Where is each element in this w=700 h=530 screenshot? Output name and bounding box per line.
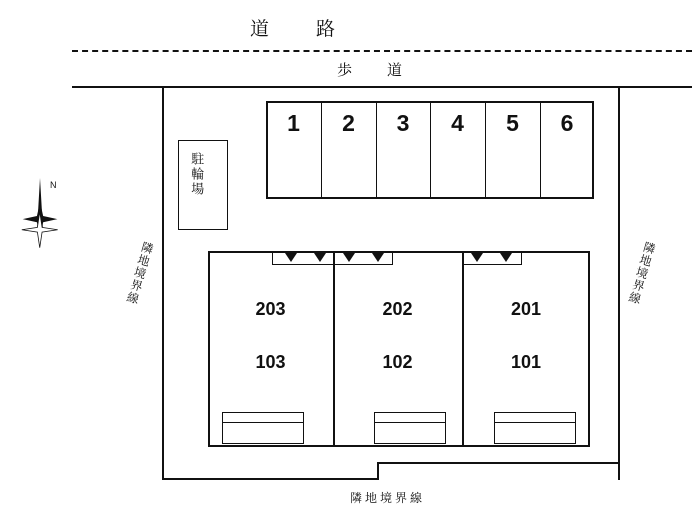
corridor-notch-unit-203: [272, 264, 333, 265]
unit-103-label: 103: [255, 352, 286, 372]
porch-unit-101-step: [494, 422, 576, 423]
site-edge-left: [162, 86, 164, 480]
parking-stall-1-label: 1: [287, 110, 300, 136]
site-edge-bottom-right: [377, 462, 620, 464]
porch-unit-102-step: [374, 422, 446, 423]
parking-stall-4-label: 4: [451, 110, 464, 136]
bike-parking-right-line: [227, 140, 228, 230]
corridor-notch-unit-201: [462, 264, 522, 265]
road-label: 道 路: [250, 19, 350, 40]
entrance-marker-3-icon: [343, 253, 355, 262]
parking-stall-5-label: 5: [506, 110, 519, 136]
corridor-notch-unit-201-right: [521, 251, 522, 265]
svg-text:N: N: [50, 180, 57, 190]
bike-parking-top-line: [178, 140, 228, 141]
site-edge-right: [618, 86, 620, 480]
corridor-notch-unit-202: [333, 264, 393, 265]
unit-201-label: 201: [510, 299, 542, 319]
entrance-marker-2-icon: [314, 253, 326, 262]
unit-203-label: 203: [255, 299, 286, 319]
porch-unit-101: [494, 412, 576, 444]
bike-parking-bottom-line: [178, 229, 228, 230]
entrance-marker-4-icon: [372, 253, 384, 262]
boundary-label-bottom: 隣地境界線: [350, 491, 426, 505]
entrance-marker-6-icon: [500, 253, 512, 262]
parking-stall-2-label: 2: [342, 110, 355, 136]
porch-unit-103-step: [222, 422, 304, 423]
compass-rose: [14, 172, 66, 264]
bike-parking-label: 駐輪場: [189, 152, 205, 197]
unit-101-label: 101: [510, 352, 542, 372]
entrance-marker-5-icon: [471, 253, 483, 262]
corridor-notch-unit-202-right: [392, 251, 393, 265]
unit-divider-right: [462, 251, 464, 447]
boundary-label-left: 隣地境界線: [123, 239, 156, 307]
parking-stall-3-label: 3: [396, 110, 410, 136]
entrance-marker-1-icon: [285, 253, 297, 262]
road-center-dashed-line: [72, 50, 692, 52]
porch-unit-102: [374, 412, 446, 444]
parking-stall-6-label: 6: [560, 110, 574, 136]
site-edge-bottom-left: [162, 478, 378, 480]
porch-unit-103: [222, 412, 304, 444]
sidewalk-boundary-line: [72, 86, 692, 88]
corridor-notch-unit-203-left: [272, 251, 273, 265]
unit-202-label: 202: [382, 299, 413, 319]
site-edge-step: [377, 462, 379, 480]
boundary-label-right: 隣地境界線: [625, 239, 658, 307]
bike-parking-left-line: [178, 140, 179, 230]
unit-102-label: 102: [382, 352, 413, 372]
unit-divider-left: [333, 251, 335, 447]
sidewalk-label: 歩 道: [337, 62, 413, 79]
